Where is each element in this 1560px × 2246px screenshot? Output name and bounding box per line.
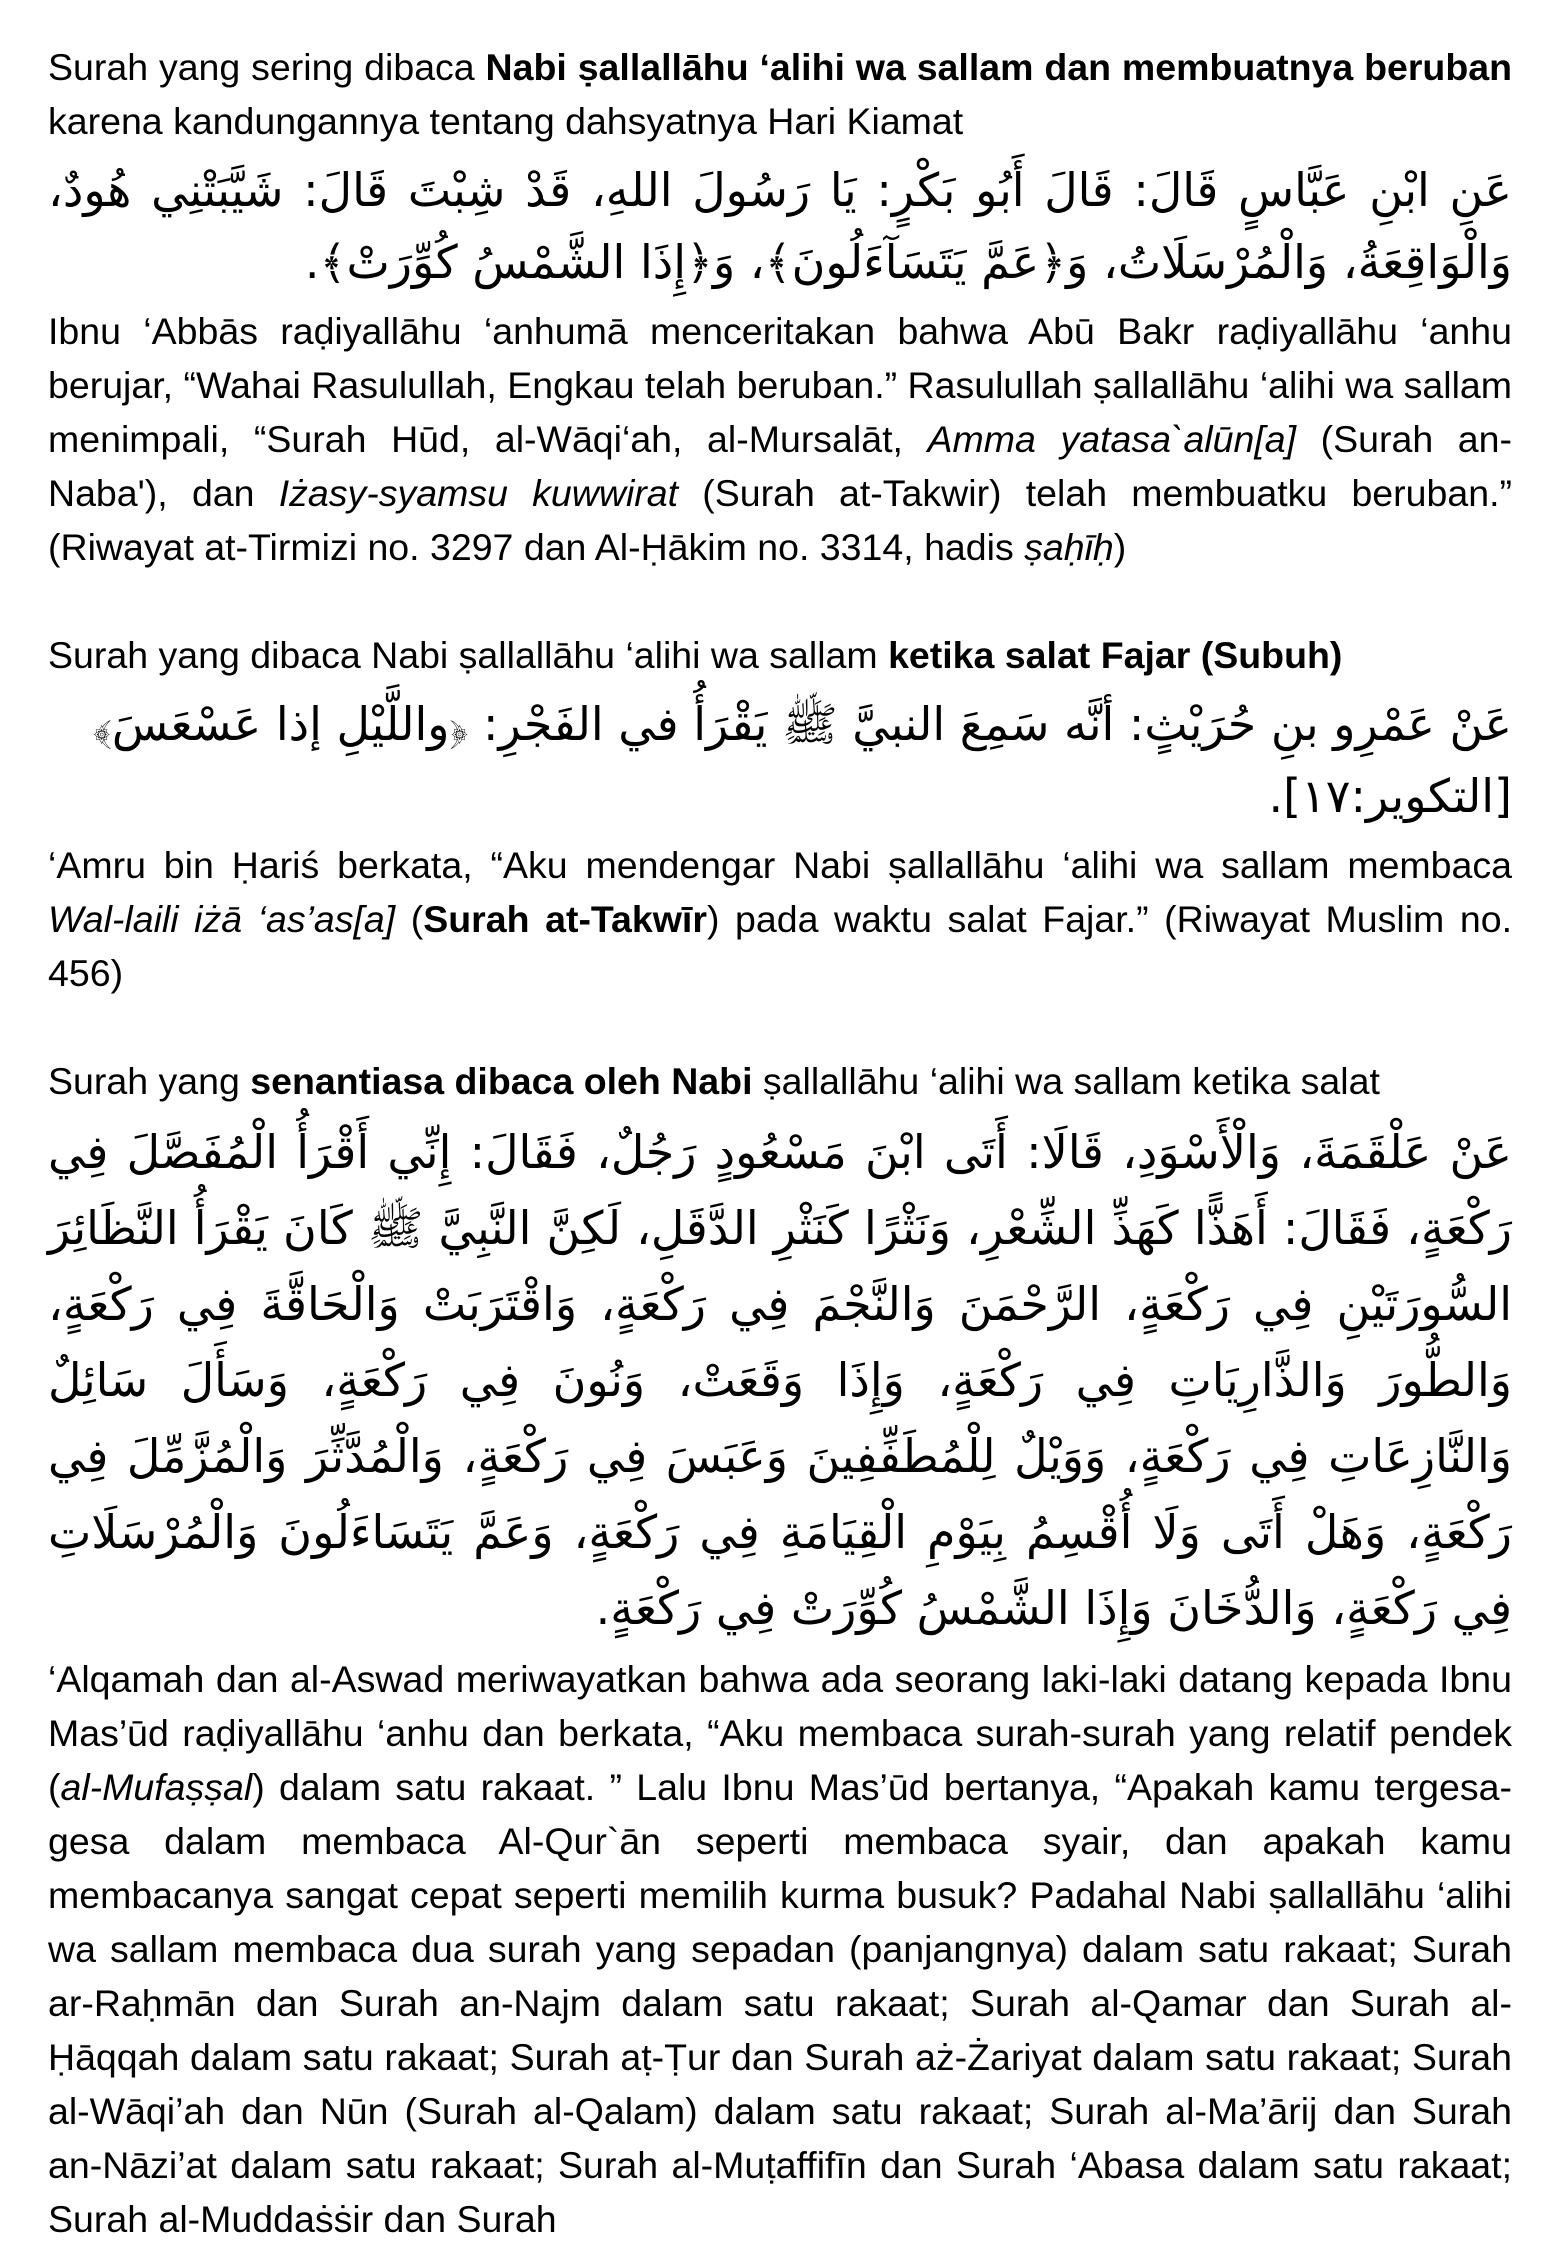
section-spacer [48, 574, 1512, 628]
section-3-heading-bold: senantiasa dibaca oleh Nabi [250, 1060, 753, 1102]
section-3-arabic: عَنْ عَلْقَمَةَ، وَالْأَسْوَدِ، قَالَا: أَتَى ابْنَ مَسْعُودٍ رَجُلٌ، فَقَالَ: إِنِّي أَقْرَأُ الْمُفَصَّلَ فِي رَكْعَةٍ، فَقَالَ: أَهَذًّا كَهَذِّ الشِّعْرِ، وَنَثْرًا كَنَثْرِ الدَّقَلِ، لَكِنَّ النَّبِيَّ ﷺ كَانَ يَقْرَأُ النَّظَائِرَ السُّورَتَيْنِ فِي رَكْعَةٍ، الرَّحْمَنَ وَالنَّجْمَ فِي رَكْعَةٍ، وَاقْتَرَبَتْ وَالْحَاقَّةَ فِي رَكْعَةٍ، وَالطُّورَ وَالذَّارِيَاتِ فِي رَكْعَةٍ، وَإِذَا وَقَعَتْ، وَنُونَ فِي رَكْعَةٍ، وَسَأَلَ سَائِلٌ وَالنَّازِعَاتِ فِي رَكْعَةٍ، وَوَيْلٌ لِلْمُطَفِّفِينَ وَعَبَسَ فِي رَكْعَةٍ، وَالْمُدَّثِّرَ وَالْمُزَّمِّلَ فِي رَكْعَةٍ، وَهَلْ أَتَى وَلَا أُقْسِمُ بِيَوْمِ الْقِيَامَةِ فِي رَكْعَةٍ، وَعَمَّ يَتَسَاءَلُونَ وَالْمُرْسَلَاتِ فِي رَكْعَةٍ، وَالدُّخَانَ وَإِذَا الشَّمْسُ كُوِّرَتْ فِي رَكْعَةٍ. [48, 1125, 1512, 1635]
section-1-heading: Surah yang sering dibaca Nabi ṣallallāhu ‘alihi wa sallam dan membuatnya beruban karena kandungannya tentang dahsyatnya Hari Kiamat [48, 46, 1512, 142]
section-1-heading-bold: Nabi ṣallallāhu ‘alihi wa sallam dan membuatnya beruban [485, 46, 1512, 88]
section-2-translation: ‘Amru bin Ḥariś berkata, “Aku mendengar Nabi ṣallallāhu ‘alihi wa sallam membaca Wal-laili iżā ‘as’as[a] (Surah at-Takwīr) pada waktu salat Fajar.” (Riwayat Muslim no. 456) [48, 844, 1512, 994]
section-2-heading: Surah yang dibaca Nabi ṣallallāhu ‘alihi wa sallam ketika salat Fajar (Subuh) [48, 634, 1343, 676]
document-page [48, 40, 1512, 2246]
section-2-arabic: عَنْ عَمْرِو بنِ حُرَيْثٍ: أنَّه سَمِعَ النبيَّ ﷺ يَقْرَأُ في الفَجْرِ: ﴿واللَّيْلِ إذا عَسْعَسَ﴾ [التكوير:١٧]. [93, 697, 1512, 823]
section-1-translation: Ibnu ‘Abbās raḍiyallāhu ‘anhumā menceritakan bahwa Abū Bakr raḍiyallāhu ‘anhu berujar, “Wahai Rasulullah, Engkau telah beruban.” Rasulullah ṣallallāhu ‘alihi wa sallam menimpali, “Surah Hūd, al-Wāqi‘ah, al-Mursalāt, Amma yatasa`alūn[a] (Surah an-Naba'), dan Iżasy-syamsu kuwwirat (Surah at-Takwir) telah membuatku beruban.” (Riwayat at-Tirmizi no. 3297 dan Al-Ḥākim no. 3314, hadis ṣaḥīḥ) [48, 310, 1513, 568]
section-3-heading: Surah yang senantiasa dibaca oleh Nabi ṣallallāhu ‘alihi wa sallam ketika salat [48, 1060, 1380, 1102]
section-spacer [48, 1000, 1512, 1054]
section-2-heading-bold: ketika salat Fajar (Subuh) [888, 634, 1343, 676]
section-3-translation: ‘Alqamah dan al-Aswad meriwayatkan bahwa ada seorang laki-laki datang kepada Ibnu Mas’ūd raḍiyallāhu ‘anhu dan berkata, “Aku membaca surah-surah yang relatif pendek (al-Mufaṣṣal) dalam satu rakaat. ” Lalu Ibnu Mas’ūd bertanya, “Apakah kamu tergesa-gesa dalam membaca Al-Qur`ān seperti membaca syair, dan apakah kamu membacanya sangat cepat seperti memilih kurma busuk? Padahal Nabi ṣallallāhu ‘alihi wa sallam membaca dua surah yang sepadan (panjangnya) dalam satu rakaat; Surah ar-Raḥmān dan Surah an-Najm dalam satu rakaat; Surah al-Qamar dan Surah al-Ḥāqqah dalam satu rakaat; Surah aṭ-Ṭur dan Surah aż-Żariyat dalam satu rakaat; Surah al-Wāqi’ah dan Nūn (Surah al-Qalam) dalam satu rakaat; Surah al-Ma’ārij dan Surah an-Nāzi’at dalam satu rakaat; Surah al-Muṭaffifīn dan Surah ‘Abasa dalam satu rakaat; Surah al-Muddaṡṡir dan Surah [48, 1658, 1512, 2240]
section-1-arabic: عَنِ ابْنِ عَبَّاسٍ قَالَ: قَالَ أَبُو بَكْرٍ: يَا رَسُولَ اللهِ، قَدْ شِبْتَ قَالَ: شَيَّبَتْنِي هُودٌ، وَالْوَاقِعَةُ، وَالْمُرْسَلَاتُ، وَ﴿عَمَّ يَتَسَآءَلُونَ﴾، وَ﴿إِذَا الشَّمْسُ كُوِّرَتْ﴾. [48, 163, 1512, 289]
